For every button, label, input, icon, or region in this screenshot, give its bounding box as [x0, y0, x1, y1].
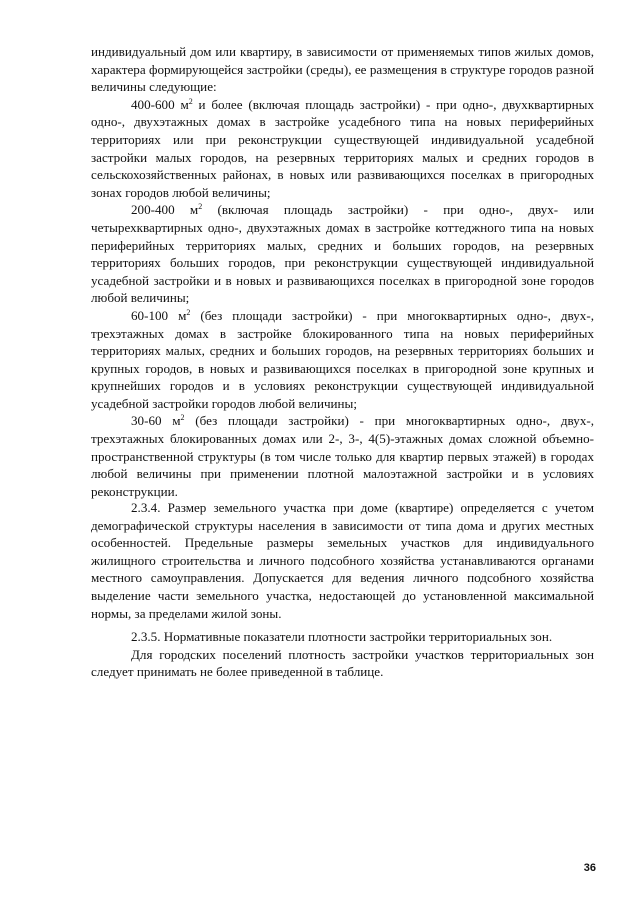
plot-size-range: 60-100 м — [131, 307, 187, 323]
plot-size-description: (без площади застройки) - при многоквартирных одно-, двух-, трехэтажных домах в застройке блокированного типа на новых периферийных территориях малых, средних и больших городов, на резервных территориях больших и крупных городов, в новых и развивающихся поселках в пригородной зоне крупных и крупнейших городов и в условиях реконструкции существующей индивидуальной усадебной застройки городов любой величины; — [91, 307, 594, 411]
plot-size-description: (включая площадь застройки) - при одно-, двух- или четырехквартирных одно-, двухэтажных домах в застройке коттеджного типа на новых периферийных территориях малых, средних и больших городов, на резервных территориях больших городов, при реконструкции существующей индивидуальной усадебной застройки и в новых и развивающихся поселках в пригородной зоне городов любой величины; — [91, 202, 594, 306]
land-plot-sizes-section — [91, 43, 594, 500]
plot-size-range: 400-600 м — [131, 96, 189, 112]
square-superscript: 2 — [198, 202, 203, 212]
plot-size-range: 30-60 м — [131, 413, 181, 429]
square-superscript: 2 — [186, 307, 191, 317]
section-2-3-5-heading: 2.3.5. Нормативные показатели плотности застройки территориальных зон. — [131, 629, 553, 644]
page-number: 36 — [583, 862, 596, 874]
square-superscript: 2 — [180, 413, 185, 423]
plot-size-range: 200-400 м — [131, 202, 199, 218]
plot-size-item-400-600 — [91, 96, 594, 202]
plot-size-description: (без площади застройки) - при многоквартирных одно-, двух-, трехэтажных блокированных домах или 2-, 3-, 4(5)-этажных домах сложной объемно-пространственной структуры (в том числе только для квартир первых этажей) в городах любой величины при применении плотной малоэтажной застройки и в условиях реконструкции. — [91, 413, 594, 499]
plot-size-item-60-100 — [91, 307, 594, 413]
section-2-3-4-paragraph: 2.3.4. Размер земельного участка при доме (квартире) определяется с учетом демографической структуры населения в зависимости от типа дома и других местных особенностей. Предельные размеры земельных участков для индивидуального жилищного строительства и личного подсобного хозяйства устанавливаются органами местного самоуправления. Допускается для ведения личного подсобного хозяйства выделение части земельного участка, недостающей до установленной максимальной нормы, за пределами жилой зоны. — [91, 500, 594, 621]
plot-size-description: и более (включая площадь застройки) - при одно-, двухквартирных одно-, двухэтажных домах в застройке усадебного типа на новых периферийных территориях или при реконструкции существующей индивидуальной усадебной застройки малых городов, на резервных территориях малых и средних городов в сельскохозяйственных районах, в новых или развивающихся поселках в пригородных зонах городов любой величины; — [91, 96, 595, 200]
section-2-3-5 — [91, 628, 594, 681]
section-2-3-5-paragraph: Для городских поселений плотность застройки участков территориальных зон следует принимать не более приведенной в таблице. — [91, 646, 594, 680]
plot-size-item-30-60 — [91, 412, 594, 500]
section-2-3-4 — [91, 499, 594, 622]
square-superscript: 2 — [188, 96, 193, 106]
plot-size-item-200-400 — [91, 201, 594, 307]
intro-paragraph: индивидуальный дом или квартиру, в зависимости от применяемых типов жилых домов, характера формирующейся застройки (среды), ее размещения в структуре городов разной величины следующие: — [91, 44, 594, 95]
